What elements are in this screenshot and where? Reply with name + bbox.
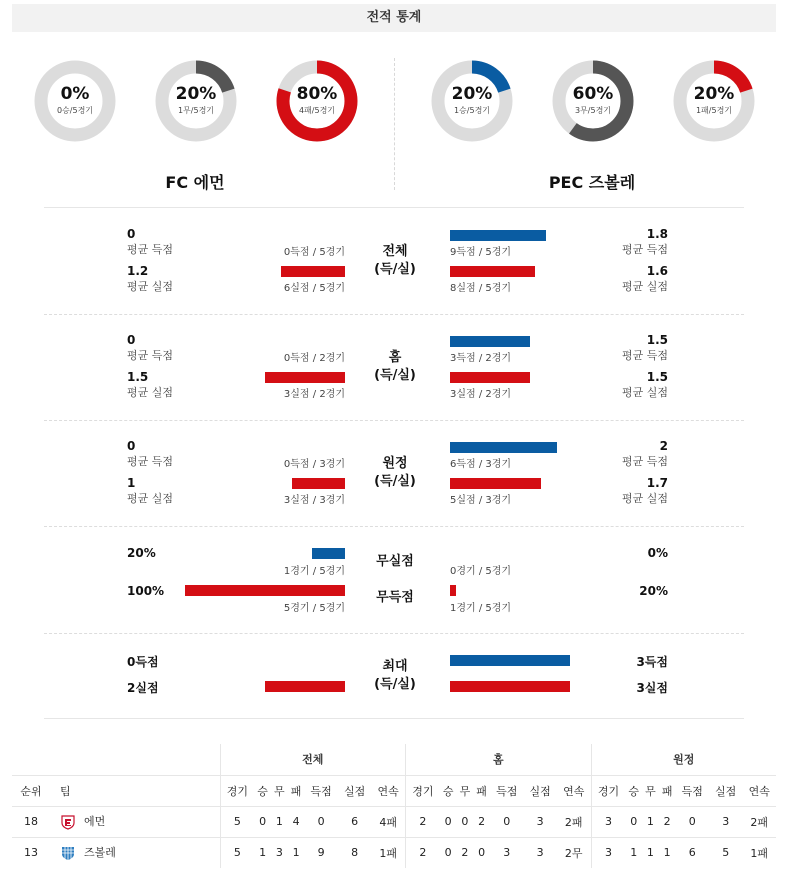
table-row[interactable] [12,806,776,837]
column-header: 득점 [676,775,709,806]
away-max-scored-bar [450,655,570,666]
away-stat-cell: 3 [709,806,742,837]
away-scored-caption: 3득점 / 2경기 [450,353,512,364]
away-conceded-caption: 8실점 / 5경기 [450,283,512,294]
section-divider [44,314,744,315]
rank-cell: 18 [12,806,50,837]
section-label [365,243,425,279]
overall-stat-cell: 9 [304,837,337,868]
away-avg-conceded-label: 평균 실점 [621,492,668,505]
home-avg-conceded-label: 평균 실점 [127,280,174,293]
group-away: 원정 [591,744,776,775]
team-header: 팀 [50,775,220,806]
rank-cell: 13 [12,837,50,868]
column-header: 무 [271,775,288,806]
column-header: 승 [625,775,642,806]
donut-caption: 1승/5경기 [453,106,491,115]
zwolle-logo-icon [60,845,76,861]
donut-percent: 80% [296,84,338,104]
home-failed-score-bar [185,585,345,596]
away-conceded-bar [450,478,541,489]
away-scored-bar [450,230,546,241]
away-stat-cell: 6 [676,837,709,868]
home-max-conceded-bar [265,681,345,692]
home-stat-cell: 0 [473,837,490,868]
home-avg-conceded-label: 평균 실점 [127,386,174,399]
away-stat-cell: 0 [676,806,709,837]
section-label-line1: 홈 [388,350,402,365]
column-header: 실점 [523,775,556,806]
away-avg-conceded: 1.5 [646,370,668,384]
section-label-line2: (득/실) [374,474,416,489]
emmen-logo-icon [60,814,76,830]
section-label-line2: (득/실) [374,368,416,383]
column-header: 패 [288,775,305,806]
away-stat-cell: 1 [659,837,676,868]
away-stat-cell: 2패 [742,806,776,837]
away-max-conceded-bar [450,681,570,692]
home-clean-sheet-bar [312,548,345,559]
home-loss-donut [275,59,359,143]
away-stat-cell: 1패 [742,837,776,868]
column-header: 득점 [490,775,523,806]
section-label-line1: 원정 [382,456,408,471]
home-avg-scored: 0 [127,439,136,453]
home-max-scored: 0득점 [127,655,159,669]
section-divider [44,207,744,208]
away-stat-cell: 1 [642,837,659,868]
section-label-line1: 전체 [382,244,408,259]
home-stat-cell: 2패 [557,806,591,837]
donut-caption: 0승/5경기 [56,106,94,115]
home-scored-caption: 0득점 / 3경기 [283,459,345,470]
away-stat-cell: 0 [625,806,642,837]
away-conceded-bar [450,372,530,383]
away-win-donut [430,59,514,143]
stats-title: 전적 통계 [12,4,776,32]
home-conceded-bar [292,478,345,489]
team-cell[interactable] [50,806,220,837]
home-avg-conceded-label: 평균 실점 [127,492,174,505]
overall-stat-cell: 0 [304,806,337,837]
donut-percent: 0% [60,84,90,104]
away-stat-cell: 3 [591,837,625,868]
home-stat-cell: 0 [440,837,457,868]
home-stat-cell: 2 [457,837,474,868]
away-stat-cell: 1 [625,837,642,868]
home-stat-cell: 3 [523,806,556,837]
away-scored-caption: 9득점 / 5경기 [450,247,512,258]
home-conceded-bar [265,372,345,383]
away-clean-sheet-caption: 0경기 / 5경기 [450,566,512,577]
home-stat-cell: 3 [523,837,556,868]
overall-stat-cell: 0 [254,806,271,837]
table-row[interactable] [12,837,776,868]
home-draw-donut [154,59,238,143]
column-header: 승 [254,775,271,806]
home-stat-cell: 2 [406,806,440,837]
home-avg-scored-label: 평균 득점 [127,349,174,362]
away-conceded-caption: 3실점 / 2경기 [450,389,512,400]
group-home: 홈 [406,744,592,775]
max-label [365,658,425,694]
donut-percent: 20% [693,84,735,104]
home-max-conceded: 2실점 [127,681,159,695]
away-stat-cell: 2 [659,806,676,837]
column-header: 경기 [591,775,625,806]
column-header: 경기 [220,775,254,806]
failed-score-label: 무득점 [376,590,414,605]
overall-stat-cell: 4 [288,806,305,837]
overall-stat-cell: 1 [254,837,271,868]
away-avg-scored: 1.8 [646,227,668,241]
overall-stat-cell: 1 [271,806,288,837]
overall-stat-cell: 8 [338,837,371,868]
home-conceded-caption: 6실점 / 5경기 [283,283,345,294]
group-overall: 전체 [220,744,406,775]
max-label-line2: (득/실) [374,677,416,692]
away-max-scored: 3득점 [636,655,668,669]
away-avg-scored: 1.5 [646,333,668,347]
away-avg-conceded: 1.7 [646,476,668,490]
home-clean-sheet-caption: 1경기 / 5경기 [283,566,345,577]
donut-caption: 3무/5경기 [574,106,612,115]
home-failed-score-pct: 100% [127,584,165,598]
overall-stat-cell: 4패 [371,806,405,837]
home-stat-cell: 2 [473,806,490,837]
donut-caption: 4패/5경기 [298,106,336,115]
home-stat-cell: 2무 [557,837,591,868]
donut-percent: 60% [572,84,614,104]
away-avg-scored-label: 평균 득점 [621,349,668,362]
section-label-line2: (득/실) [374,262,416,277]
column-header: 연속 [557,775,591,806]
team-name: 즈볼레 [84,846,116,860]
column-header: 무 [642,775,659,806]
home-avg-scored: 0 [127,333,136,347]
away-scored-bar [450,336,530,347]
away-avg-scored-label: 평균 득점 [621,243,668,256]
column-header: 경기 [406,775,440,806]
column-header: 승 [440,775,457,806]
group-header-row [12,744,776,775]
rank-header: 순위 [12,775,50,806]
max-label-line1: 최대 [382,659,408,674]
section-divider [44,718,744,719]
team-divider [394,58,395,190]
away-avg-scored: 2 [659,439,668,453]
section-divider [44,420,744,421]
column-header: 패 [659,775,676,806]
home-conceded-caption: 3실점 / 3경기 [283,495,345,506]
donut-percent: 20% [451,84,493,104]
away-loss-donut [672,59,756,143]
column-header: 실점 [709,775,742,806]
clean-sheet-label: 무실점 [376,554,414,569]
away-conceded-bar [450,266,535,277]
column-header: 패 [473,775,490,806]
home-stat-cell: 2 [406,837,440,868]
away-scored-caption: 6득점 / 3경기 [450,459,512,470]
overall-stat-cell: 5 [220,806,254,837]
section-label [365,349,425,385]
away-conceded-caption: 5실점 / 3경기 [450,495,512,506]
donut-percent: 20% [175,84,217,104]
team-name: 에먼 [84,815,106,828]
home-stat-cell: 0 [457,806,474,837]
home-conceded-caption: 3실점 / 2경기 [283,389,345,400]
home-scored-caption: 0득점 / 5경기 [283,247,345,258]
team-cell[interactable] [50,837,220,868]
away-failed-score-pct: 20% [639,584,668,598]
home-stat-cell: 3 [490,837,523,868]
away-avg-conceded-label: 평균 실점 [621,386,668,399]
donut-caption: 1패/5경기 [695,106,733,115]
away-stat-cell: 3 [591,806,625,837]
home-avg-scored-label: 평균 득점 [127,455,174,468]
away-failed-score-bar [450,585,456,596]
overall-stat-cell: 6 [338,806,371,837]
column-header: 무 [457,775,474,806]
home-stat-cell: 0 [440,806,457,837]
overall-stat-cell: 3 [271,837,288,868]
overall-stat-cell: 1패 [371,837,405,868]
home-avg-scored-label: 평균 득점 [127,243,174,256]
section-divider [44,633,744,634]
away-avg-scored-label: 평균 득점 [621,455,668,468]
away-stat-cell: 5 [709,837,742,868]
away-team-name: PEC 즈볼레 [548,173,636,192]
home-clean-sheet-pct: 20% [127,546,156,560]
home-conceded-bar [281,266,345,277]
section-divider [44,526,744,527]
home-avg-conceded: 1 [127,476,136,490]
home-avg-scored: 0 [127,227,136,241]
column-header: 연속 [371,775,405,806]
away-max-conceded: 3실점 [636,681,668,695]
home-stat-cell: 0 [490,806,523,837]
column-header-row [12,775,776,806]
standings-table [12,744,776,868]
away-draw-donut [551,59,635,143]
away-avg-conceded-label: 평균 실점 [621,280,668,293]
column-header: 연속 [742,775,776,806]
away-avg-conceded: 1.6 [646,264,668,278]
away-stat-cell: 1 [642,806,659,837]
section-label [365,455,425,491]
column-header: 실점 [338,775,371,806]
home-failed-score-caption: 5경기 / 5경기 [283,603,345,614]
home-scored-caption: 0득점 / 2경기 [283,353,345,364]
away-failed-score-caption: 1경기 / 5경기 [450,603,512,614]
home-team-name: FC 에먼 [165,173,225,192]
away-clean-sheet-pct: 0% [647,546,668,560]
home-avg-conceded: 1.5 [127,370,149,384]
overall-stat-cell: 1 [288,837,305,868]
home-avg-conceded: 1.2 [127,264,149,278]
home-win-donut [33,59,117,143]
column-header: 득점 [304,775,337,806]
overall-stat-cell: 5 [220,837,254,868]
away-scored-bar [450,442,557,453]
donut-caption: 1무/5경기 [177,106,215,115]
